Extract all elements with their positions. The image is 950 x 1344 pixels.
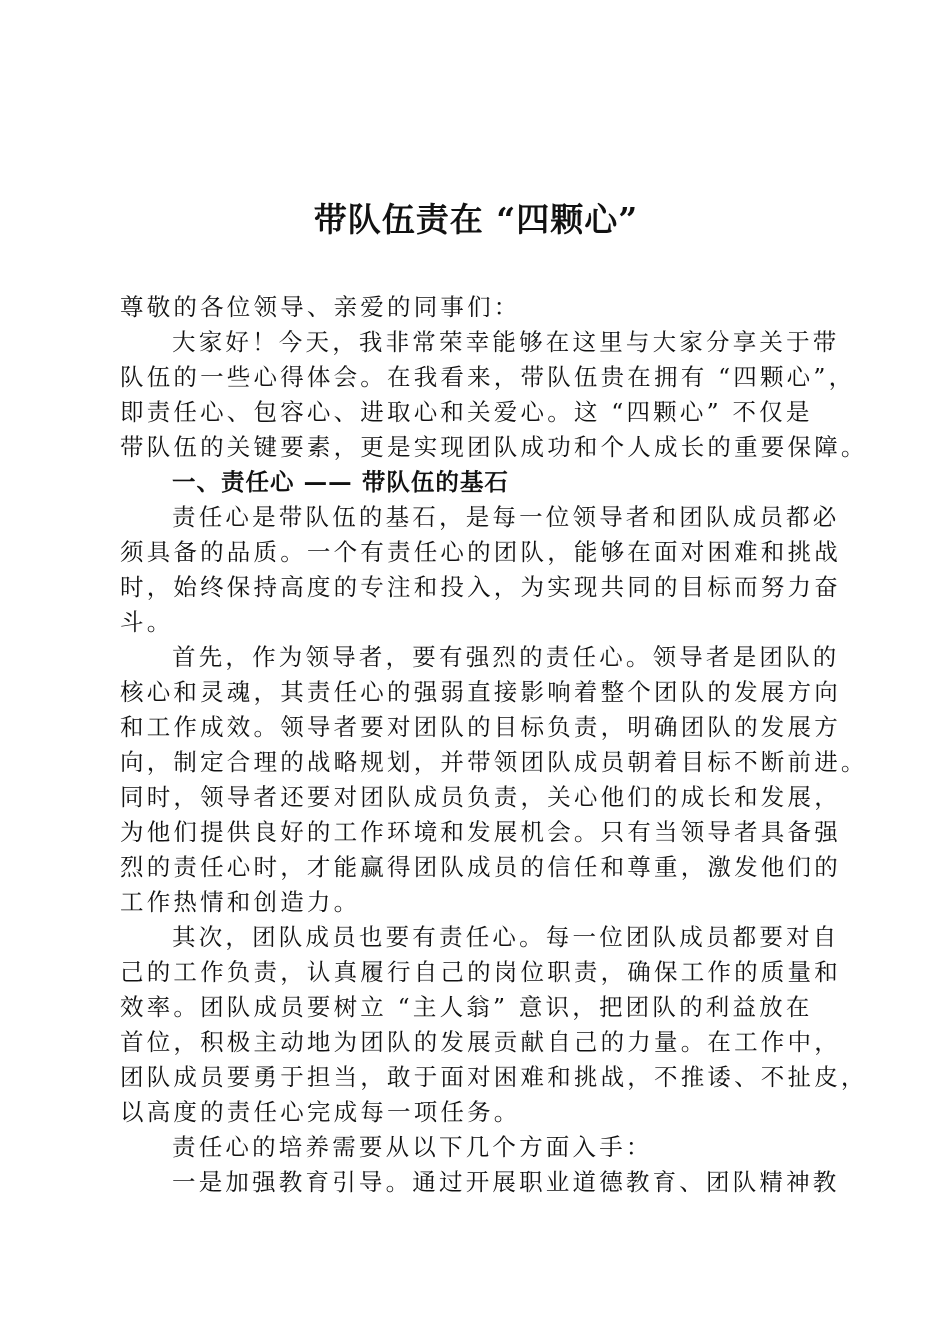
salutation-line: 尊敬的各位领导、亲爱的同事们： — [120, 293, 521, 321]
paragraph-line: 即责任心、包容心、进取心和关爱心。这 “四颗心” 不仅是 — [120, 398, 813, 426]
paragraph-line: 为他们提供良好的工作环境和发展机会。只有当领导者具备强 — [120, 818, 841, 846]
paragraph-line: 首位，积极主动地为团队的发展贡献自己的力量。在工作中， — [120, 1028, 841, 1056]
paragraph-line: 大家好！今天，我非常荣幸能够在这里与大家分享关于带 — [172, 328, 840, 356]
paragraph-line: 时，始终保持高度的专注和投入，为实现共同的目标而努力奋 — [120, 573, 841, 601]
paragraph-line: 同时，领导者还要对团队成员负责，关心他们的成长和发展， — [120, 783, 841, 811]
paragraph-line: 团队成员要勇于担当，敢于面对困难和挑战，不推诿、不扯皮， — [120, 1063, 868, 1091]
paragraph-line: 己的工作负责，认真履行自己的岗位职责，确保工作的质量和 — [120, 958, 841, 986]
paragraph-line: 烈的责任心时，才能赢得团队成员的信任和尊重，激发他们的 — [120, 853, 841, 881]
paragraph-line: 须具备的品质。一个有责任心的团队，能够在面对困难和挑战 — [120, 538, 841, 566]
paragraph-line: 带队伍的关键要素，更是实现团队成功和个人成长的重要保障。 — [120, 433, 868, 461]
paragraph-line: 效率。团队成员要树立 “主人翁” 意识，把团队的利益放在 — [120, 993, 813, 1021]
paragraph-line: 队伍的一些心得体会。在我看来，带队伍贵在拥有 “四颗心”， — [120, 363, 856, 391]
document-body — [120, 290, 868, 1200]
paragraph-line: 和工作成效。领导者要对团队的目标负责，明确团队的发展方 — [120, 713, 841, 741]
document-page — [120, 0, 868, 1344]
paragraph-line: 向，制定合理的战略规划，并带领团队成员朝着目标不断前进。 — [120, 748, 868, 776]
paragraph-line: 首先，作为领导者，要有强烈的责任心。领导者是团队的 — [172, 643, 840, 671]
paragraph-line: 核心和灵魂，其责任心的强弱直接影响着整个团队的发展方向 — [120, 678, 841, 706]
section-heading: 一、责任心 —— 带队伍的基石 — [172, 468, 509, 496]
paragraph-line: 其次，团队成员也要有责任心。每一位团队成员都要对自 — [172, 923, 840, 951]
paragraph-line: 斗。 — [120, 608, 174, 636]
paragraph-line: 一是加强教育引导。通过开展职业道德教育、团队精神教 — [172, 1168, 840, 1196]
paragraph-line: 责任心是带队伍的基石，是每一位领导者和团队成员都必 — [172, 503, 840, 531]
paragraph-line: 责任心的培养需要从以下几个方面入手： — [172, 1133, 653, 1161]
paragraph-line: 工作热情和创造力。 — [120, 888, 361, 916]
paragraph-line: 以高度的责任心完成每一项任务。 — [120, 1098, 521, 1126]
document-title: 带队伍责在 “四颗心” — [313, 200, 639, 239]
